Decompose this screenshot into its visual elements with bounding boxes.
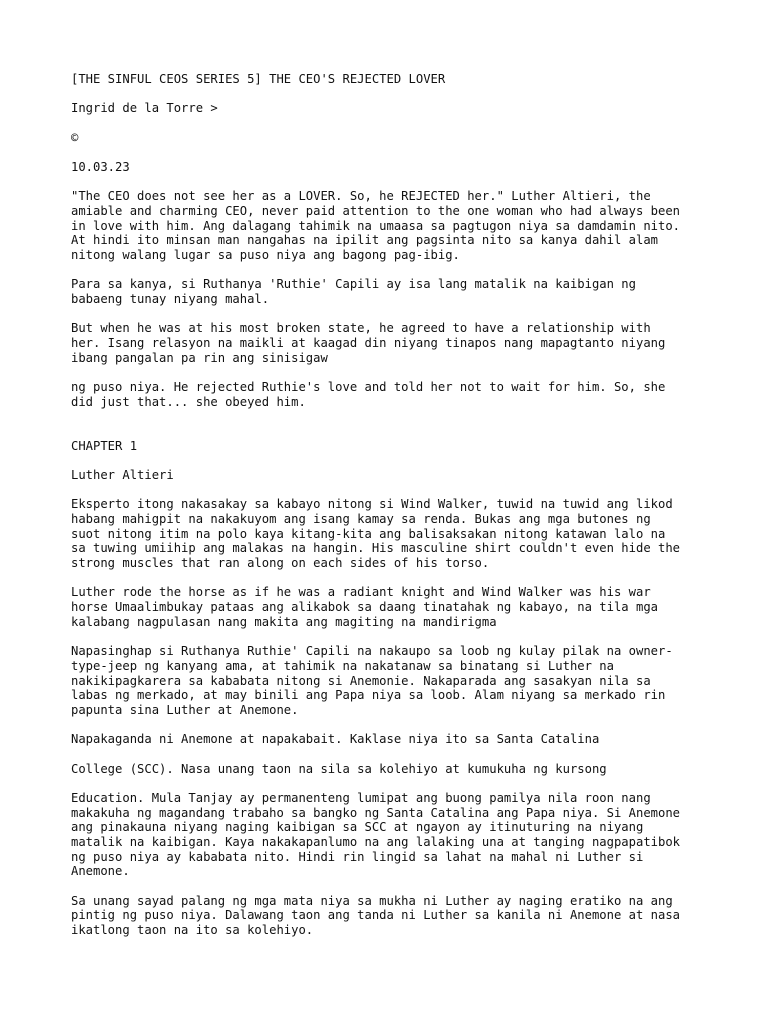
copyright-mark: © [71, 130, 79, 145]
blurb-paragraph: But when he was at his most broken state, he agreed to have a relationship with her. Isang relasyon na maikli at kaagad din niyang tinapos nang mapagtanto niyang ibang pangalan pa rin ang sinisigaw [71, 321, 666, 365]
chapter-paragraph: College (SCC). Nasa unang taon na sila sa kolehiyo at kumukuha ng kursong [71, 761, 607, 776]
chapter-paragraph: Sa unang sayad palang ng mga mata niya sa mukha ni Luther ay naging eratiko na ang pintig ng puso niya. Dalawang taon ang tanda ni Luther sa kanila ni Anemone at nasa ikatlong taon na ito sa kolehiyo. [71, 893, 681, 938]
document-title: [THE SINFUL CEOS SERIES 5] THE CEO'S REJECTED LOVER [71, 72, 446, 86]
author-name[interactable]: Ingrid de la Torre > [71, 101, 218, 116]
chapter-paragraph: Education. Mula Tanjay ay permanenteng lumipat ang buong pamilya nila roon nang makakuha ng magandang trabaho sa bangko ng Santa Catalina ang Papa niya. Si Anemone ang pinakauna niyang naging kaibigan sa SCC at ngayon ay itinuturing na niyang matalik na kaibigan. Kaya nakakapanlumo na ang lalaking una at tanging nagpapatibok ng puso niya ay kababata nito. Hindi rin lingid sa lahat na mahal ni Luther si Anemone. [71, 790, 681, 879]
document-page [71, 72, 711, 952]
pov-name: Luther Altieri [71, 468, 174, 482]
chapter-paragraph: Napakaganda ni Anemone at napakabait. Kaklase niya ito sa Santa Catalina [71, 732, 600, 747]
chapter-paragraph: Napasinghap si Ruthanya Ruthie' Capili na nakaupo sa loob ng kulay pilak na owner- type-jeep ng kanyang ama, at tahimik na nakatanaw sa binatang si Luther na nakikipagkarera sa kababata nitong si Anemonie. Nakaparada ang sasakyan nila sa labas ng merkado, at may binili ang Papa niya sa loob. Alam niyang sa merkado rin papunta sina Luther at Anemone. [71, 644, 673, 717]
chapter-heading: CHAPTER 1 [71, 438, 138, 453]
blurb-paragraph: Para sa kanya, si Ruthanya 'Ruthie' Capili ay isa lang matalik na kaibigan ng babaeng tunay niyang mahal. [71, 277, 636, 306]
chapter-paragraph: Luther rode the horse as if he was a radiant knight and Wind Walker was his war horse Umaalimbukay pataas ang alikabok sa daang tinatahak ng kabayo, na tila mga kalabang nagpulasan nang makita ang magiting na mandirigma [71, 585, 658, 629]
publish-date: 10.03.23 [71, 159, 130, 174]
chapter-paragraph: Eksperto itong nakasakay sa kabayo nitong si Wind Walker, tuwid na tuwid ang likod habang mahigpit na nakakuyom ang isang kamay sa renda. Bukas ang mga butones ng suot nitong itim na polo kaya kitang-kita ang balisaksakan nitong katawan lalo na sa tuwing umiihip ang malakas na hangin. His masculine shirt couldn't even hide the strong muscles that ran along on each sides of his torso. [71, 497, 681, 571]
blurb-paragraph: ng puso niya. He rejected Ruthie's love and told her not to wait for him. So, she did just that... she obeyed him. [71, 380, 666, 409]
blurb-paragraph: "The CEO does not see her as a LOVER. So, he REJECTED her." Luther Altieri, the amiable and charming CEO, never paid attention to the one woman who had always been in love with him. Ang dalagang tahimik na umaasa sa pagtugon niya sa damdamin nito. At hindi ito minsan man nangahas na ipilit ang pagsinta nito sa kanya dahil alam nitong walang lugar sa puso niya ang bagong pag-ibig. [71, 189, 681, 262]
